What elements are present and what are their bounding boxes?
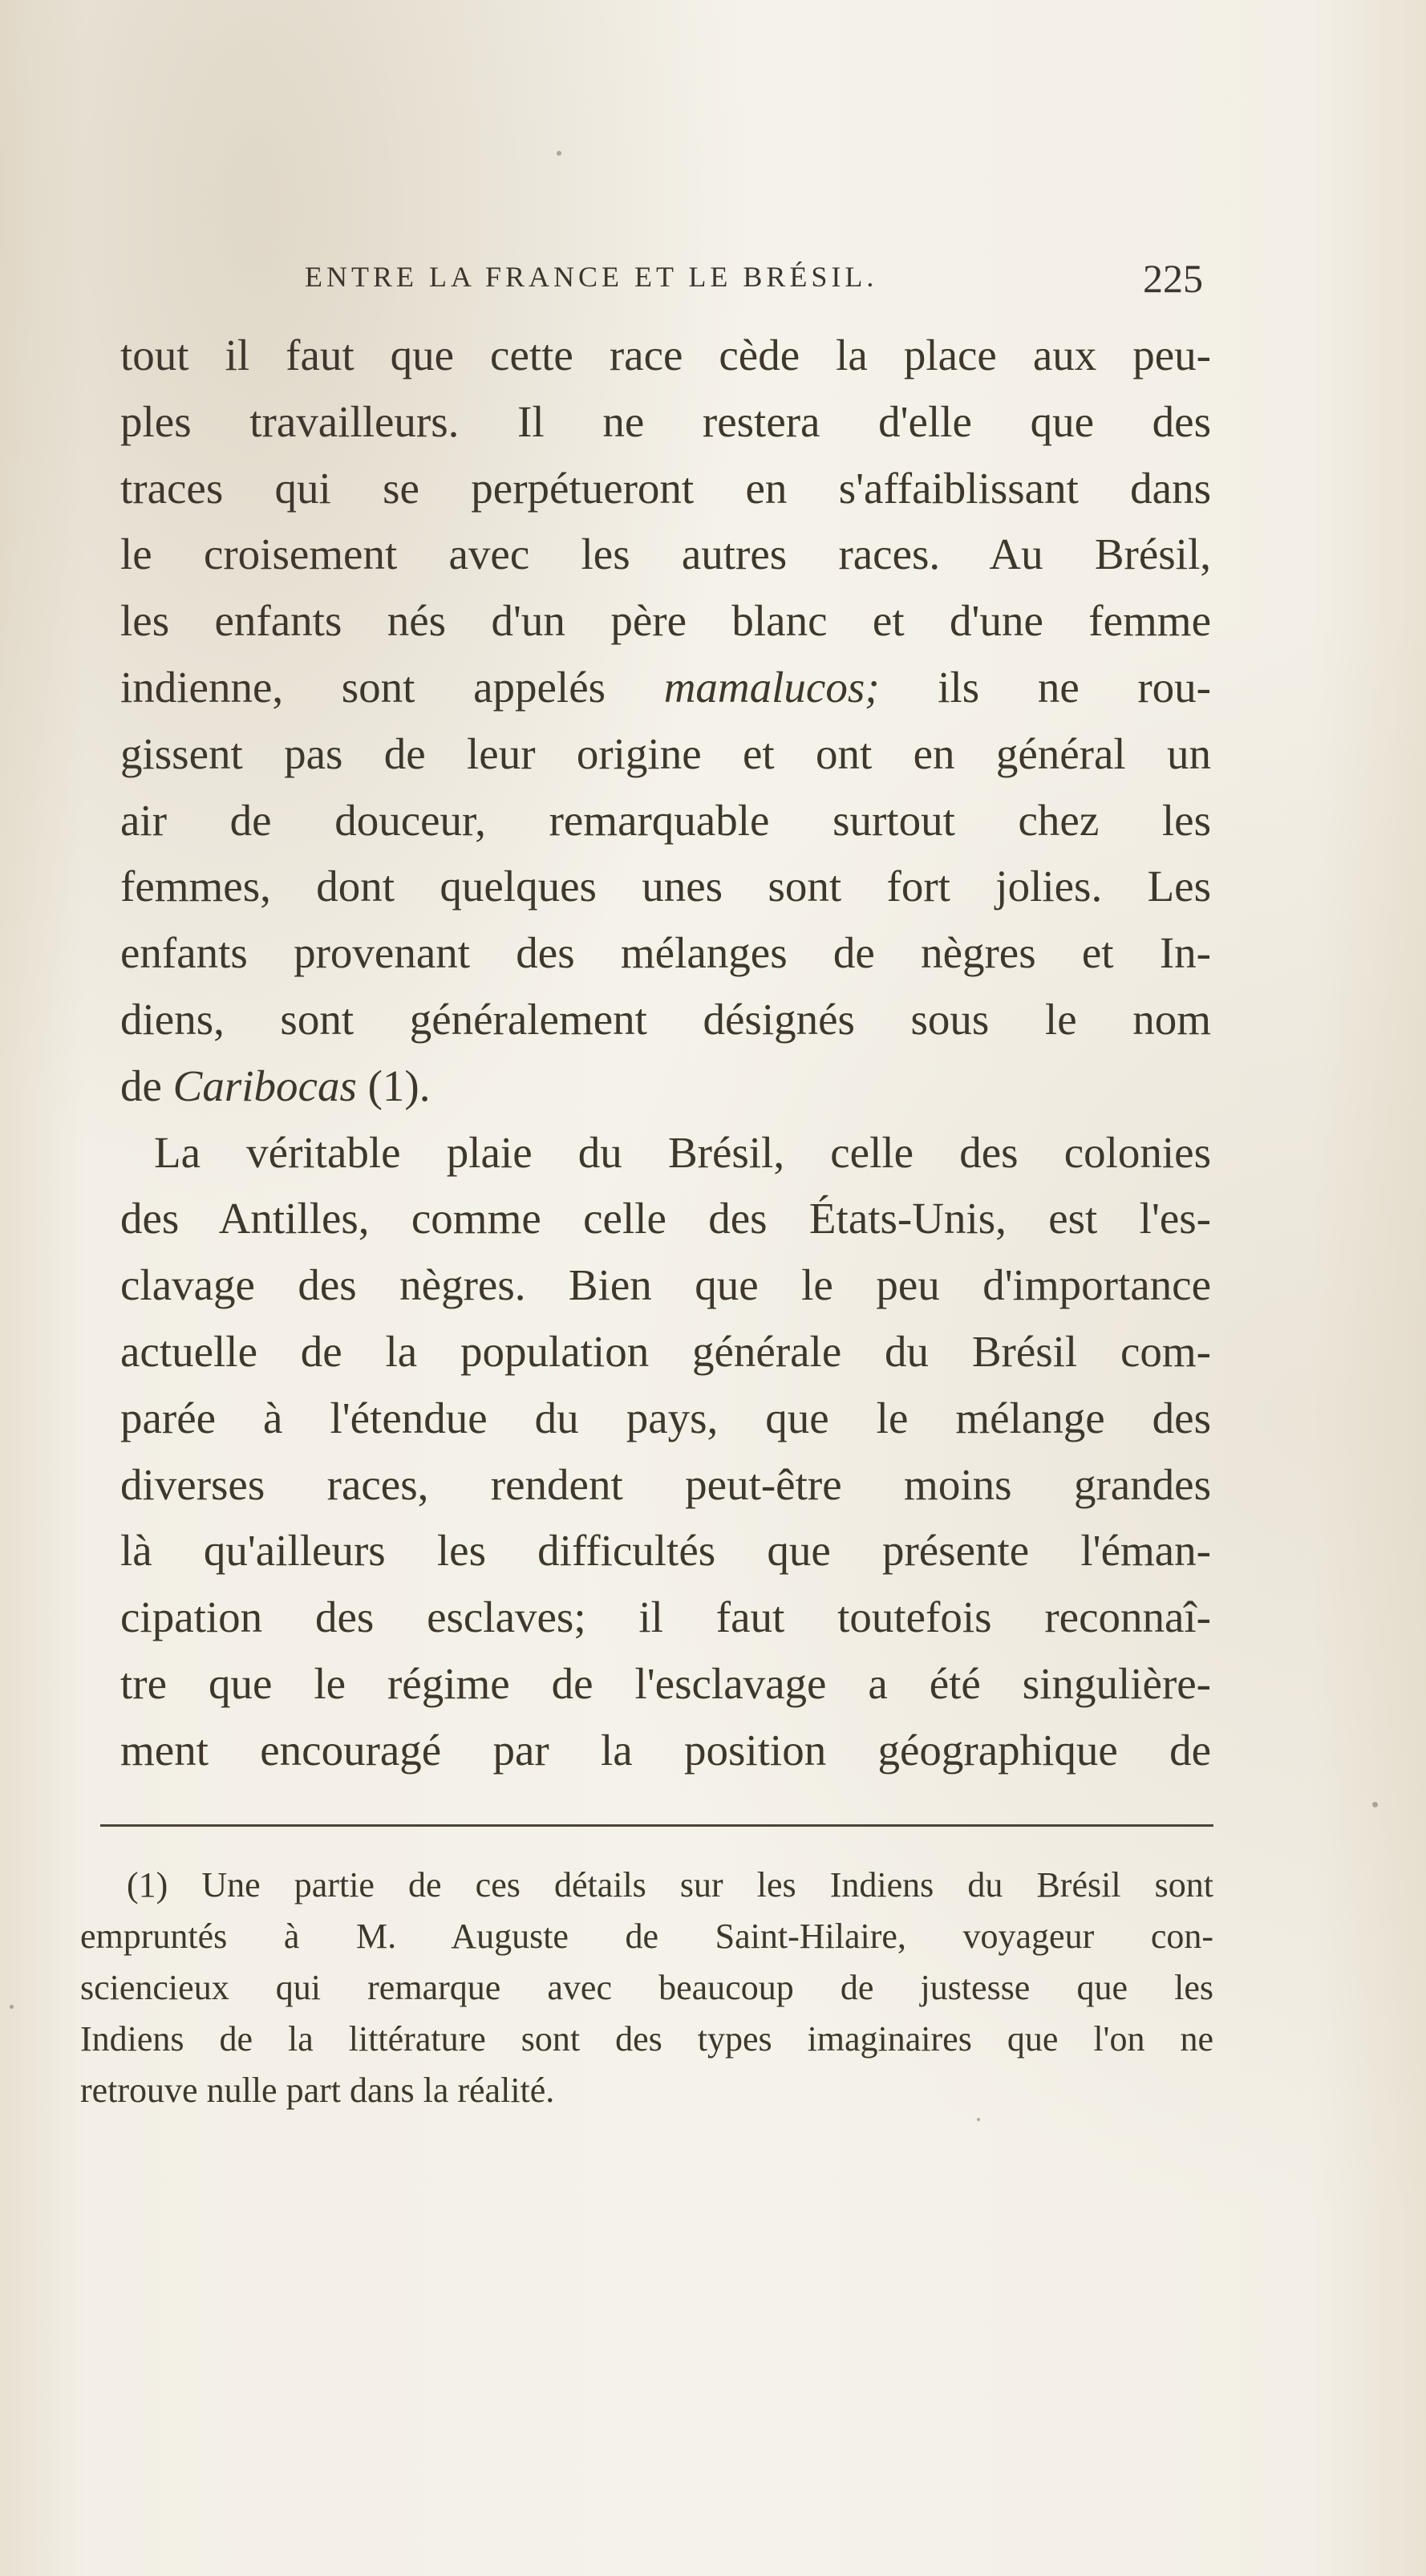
text-line: clavage des nègres. Bien que le peu d'importance bbox=[120, 1260, 1211, 1310]
text-line: air de douceur, remarquable surtout chez les bbox=[120, 795, 1211, 845]
footnote bbox=[80, 1860, 1213, 2116]
footnote-line: (1) Une partie de ces détails sur les Indiens du Brésil sont bbox=[127, 1865, 1213, 1905]
paper-speck bbox=[1372, 1802, 1378, 1807]
page-number: 225 bbox=[1143, 256, 1203, 301]
text-run: ils ne rou- bbox=[938, 662, 1212, 712]
paper-speck bbox=[10, 2005, 14, 2009]
text-line: tout il faut que cette race cède la place aux peu- bbox=[120, 331, 1211, 379]
paper-speck bbox=[557, 151, 561, 156]
paper-speck bbox=[977, 2118, 980, 2121]
text-line: le croisement avec les autres races. Au Brésil, bbox=[120, 529, 1211, 579]
text-line: ples travailleurs. Il ne restera d'elle que des bbox=[120, 396, 1211, 446]
text-line: actuelle de la population générale du Brésil com- bbox=[120, 1326, 1211, 1376]
footnote-reference: (1). bbox=[367, 1061, 431, 1110]
text-line: femmes, dont quelques unes sont fort jolies. Les bbox=[120, 862, 1211, 911]
text-line: les enfants nés d'un père blanc et d'une femme bbox=[120, 596, 1211, 646]
italic-term: Caribocas bbox=[172, 1061, 357, 1110]
footnote-line: empruntés à M. Auguste de Saint-Hilaire, voyageur con- bbox=[80, 1917, 1213, 1956]
text-line: diens, sont généralement désignés sous le nom bbox=[120, 994, 1211, 1044]
text-line: cipation des esclaves; il faut toutefois reconnaî- bbox=[120, 1592, 1211, 1642]
running-title: ENTRE LA FRANCE ET LE BRÉSIL. bbox=[305, 261, 878, 293]
text-line: tre que le régime de l'esclavage a été singulière- bbox=[120, 1658, 1211, 1708]
body-text bbox=[120, 323, 1211, 1784]
text-line bbox=[120, 1053, 1211, 1120]
text-line: diverses races, rendent peut-être moins grandes bbox=[120, 1459, 1211, 1509]
page-header bbox=[305, 255, 1203, 303]
text-line: ment encouragé par la position géographique de bbox=[120, 1725, 1211, 1775]
text-run: indienne, sont appelés bbox=[120, 662, 606, 712]
footnote-line: retrouve nulle part dans la réalité. bbox=[80, 2071, 555, 2110]
text-line: enfants provenant des mélanges de nègres et In- bbox=[120, 928, 1211, 978]
text-line: traces qui se perpétueront en s'affaiblissant dans bbox=[120, 463, 1211, 513]
footnote-line: Indiens de la littérature sont des types imaginaires que l'on ne bbox=[80, 2019, 1213, 2059]
text-run: de bbox=[120, 1061, 162, 1110]
footnote-rule bbox=[100, 1824, 1213, 1827]
text-line: parée à l'étendue du pays, que le mélange des bbox=[120, 1393, 1211, 1442]
text-line: La véritable plaie du Brésil, celle des colonies bbox=[154, 1127, 1211, 1177]
text-line: gissent pas de leur origine et ont en général un bbox=[120, 728, 1211, 778]
footnote-line: sciencieux qui remarque avec beaucoup de justesse que les bbox=[80, 1968, 1213, 2007]
text-line: des Antilles, comme celle des États-Unis, est l'es- bbox=[120, 1194, 1211, 1243]
text-line bbox=[120, 655, 1211, 721]
italic-term: mamalucos; bbox=[663, 662, 880, 712]
text-line: là qu'ailleurs les difficultés que présente l'éman- bbox=[120, 1526, 1211, 1576]
